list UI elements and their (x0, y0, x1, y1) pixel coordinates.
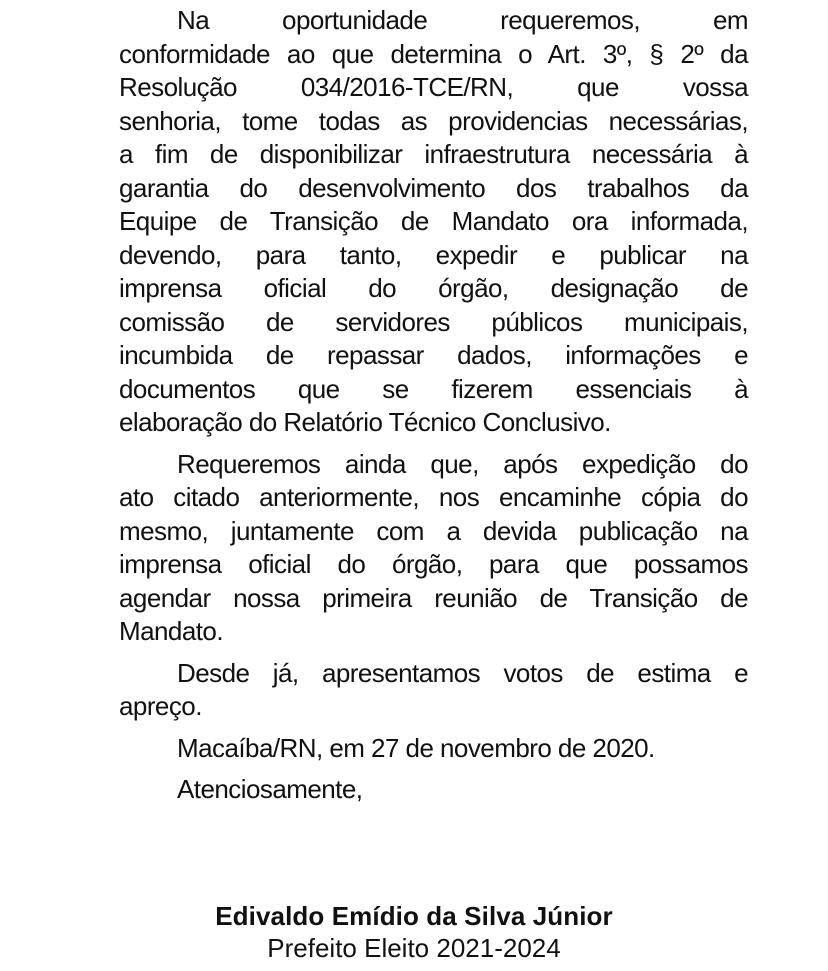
text-line: apreço. (119, 691, 202, 721)
text-line: Macaíba/RN, em 27 de novembro de 2020. (177, 732, 655, 763)
paragraph-regards (119, 657, 748, 724)
text-line: imprensa oficial do órgão, designação de (119, 273, 748, 303)
text-line: Mandato. (119, 616, 224, 646)
text-line: elaboração do Relatório Técnico Conclusivo. (119, 407, 611, 437)
text-line: Requeremos ainda que, após expedição do (177, 448, 748, 479)
text-line: Na oportunidade requeremos, em (177, 5, 748, 35)
letter-body (119, 4, 748, 807)
text-line: devendo, para tanto, expedir e publicar na (119, 239, 748, 270)
text-line: Atenciosamente, (177, 774, 363, 804)
text-line: ato citado anteriormente, nos encaminhe cópia do (119, 482, 748, 512)
text-line: Resolução 034/2016-TCE/RN, que vossa (119, 72, 748, 102)
place-and-date (119, 732, 748, 766)
text-line: documentos que se fizerem essenciais à (119, 373, 748, 404)
text-line: garantia do desenvolvimento dos trabalhos da (119, 172, 748, 203)
signature-block (0, 900, 828, 964)
text-line: incumbida de repassar dados, informações e (119, 340, 748, 370)
text-line: mesmo, juntamente com a devida publicação na (119, 515, 748, 546)
signatory-name: Edivaldo Emídio da Silva Júnior (215, 901, 613, 931)
text-line: Equipe de Transição de Mandato ora informada, (119, 206, 748, 236)
text-line: conformidade ao que determina o Art. 3º, § 2º da (119, 38, 748, 69)
paragraph-copy-request (119, 448, 748, 649)
text-line: imprensa oficial do órgão, para que possamos (119, 549, 748, 579)
text-line: Desde já, apresentamos votos de estima e (177, 657, 748, 688)
text-line: comissão de servidores públicos municipais, (119, 306, 748, 337)
text-line: senhoria, tome todas as providencias necessárias, (119, 105, 748, 136)
signatory-role: Prefeito Eleito 2021-2024 (267, 933, 561, 963)
paragraph-request (119, 4, 748, 440)
closing (119, 773, 748, 807)
text-line: agendar nossa primeira reunião de Transição de (119, 582, 748, 613)
text-line: a fim de disponibilizar infraestrutura necessária à (119, 139, 748, 169)
